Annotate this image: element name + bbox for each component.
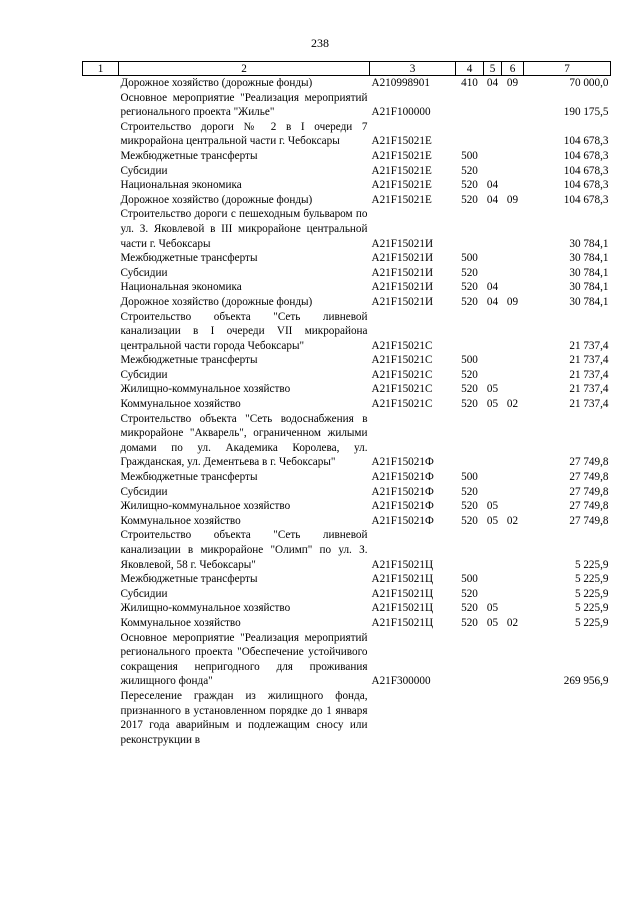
expense-type-cell — [456, 412, 484, 470]
row-number-cell — [83, 76, 119, 91]
header-cell-2: 2 — [119, 62, 370, 76]
expense-type-cell: 520 — [461, 164, 478, 177]
table-row — [83, 601, 611, 616]
amount-cell: 190 175,5 — [563, 106, 609, 119]
table-row — [83, 266, 611, 281]
target-article-code-cell: А21F15021Ф — [371, 471, 434, 484]
item-name-cell: Межбюджетные трансферты — [120, 252, 258, 265]
subsection-cell — [502, 499, 524, 514]
target-article-code-cell: А21F15021Ф — [371, 514, 434, 527]
section-cell: 05 — [486, 383, 499, 396]
table-row — [83, 572, 611, 587]
expense-type-cell: 500 — [461, 149, 478, 162]
item-name-cell: Жилищно-коммунальное хозяйство — [120, 383, 291, 396]
subsection-cell — [502, 310, 524, 354]
section-cell — [484, 266, 502, 281]
target-article-code-cell: А21F15021Ф — [371, 485, 434, 498]
table-row — [83, 689, 611, 747]
amount-cell: 104 678,3 — [563, 193, 609, 206]
expense-type-cell — [456, 631, 484, 689]
section-cell — [484, 149, 502, 164]
table-row — [83, 470, 611, 485]
subsection-cell: 02 — [506, 616, 519, 629]
amount-cell: 30 784,1 — [569, 281, 609, 294]
subsection-cell — [502, 280, 524, 295]
item-name-cell: Национальная экономика — [120, 179, 242, 192]
item-name-cell: Национальная экономика — [120, 281, 242, 294]
expense-type-cell — [456, 207, 484, 251]
amount-cell: 21 737,4 — [569, 368, 609, 381]
subsection-cell — [502, 368, 524, 383]
expense-type-cell — [456, 310, 484, 354]
table-row — [83, 368, 611, 383]
target-article-code-cell: А21F15021И — [371, 295, 434, 308]
expense-type-cell — [456, 528, 484, 572]
amount-cell: 21 737,4 — [569, 339, 609, 352]
item-name-cell: Дорожное хозяйство (дорожные фонды) — [120, 193, 313, 206]
row-number-cell — [83, 251, 119, 266]
expense-type-cell: 520 — [461, 398, 478, 411]
target-article-code-cell: А21F15021Е — [371, 164, 432, 177]
table-row — [83, 91, 611, 120]
table-row — [83, 616, 611, 631]
section-cell: 04 — [486, 77, 499, 89]
subsection-cell — [502, 120, 524, 149]
item-name-cell: Субсидии — [120, 266, 168, 279]
table-row — [83, 310, 611, 354]
row-number-cell — [83, 689, 119, 747]
target-article-code-cell: А21F100000 — [371, 106, 431, 119]
section-cell: 05 — [486, 514, 499, 527]
target-article-code-cell: А21F15021И — [371, 281, 434, 294]
item-name-cell: Жилищно-коммунальное хозяйство — [120, 500, 291, 513]
item-name-cell: Коммунальное хозяйство — [120, 616, 241, 629]
table-row — [83, 353, 611, 368]
table-row — [83, 149, 611, 164]
item-name-cell: Основное мероприятие "Реализация мероприятий регионального проекта "Жилье" — [120, 91, 368, 119]
section-cell — [484, 368, 502, 383]
subsection-cell — [502, 353, 524, 368]
section-cell — [484, 528, 502, 572]
expense-type-cell: 410 — [461, 77, 478, 89]
item-name-cell: Строительство дороги № 2 в I очереди 7 микрорайона центральной части г. Чебоксары — [120, 120, 368, 148]
subsection-cell — [502, 631, 524, 689]
expense-type-cell: 520 — [461, 514, 478, 527]
row-number-cell — [83, 470, 119, 485]
section-cell — [484, 207, 502, 251]
item-name-cell: Строительство объекта "Сеть водоснабжения в микрорайоне "Акварель", ограниченном жилыми домами по ул. Академика Королева, ул. Гражданская, ул. Дементьева в г. Чебоксары" — [120, 412, 368, 469]
target-article-code-cell: А21F15021С — [371, 368, 433, 381]
row-number-cell — [83, 310, 119, 354]
amount-cell: 30 784,1 — [569, 237, 609, 250]
subsection-cell — [502, 207, 524, 251]
expense-type-cell: 520 — [461, 281, 478, 294]
amount-cell: 104 678,3 — [563, 135, 609, 148]
amount-cell: 27 749,8 — [569, 514, 609, 527]
item-name-cell: Межбюджетные трансферты — [120, 149, 258, 162]
target-article-code-cell: А21F15021Ц — [371, 558, 434, 571]
amount-cell: 5 225,9 — [574, 616, 609, 629]
amount-cell: 5 225,9 — [574, 587, 609, 600]
row-number-cell — [83, 266, 119, 281]
target-article-code-cell: А21F15021Ц — [371, 573, 434, 586]
amount-cell: 104 678,3 — [563, 149, 609, 162]
subsection-cell — [502, 485, 524, 500]
amount-cell: 27 749,8 — [569, 456, 609, 469]
section-cell — [484, 251, 502, 266]
header-cell-6: 6 — [502, 62, 524, 76]
target-article-code-cell: А21F15021С — [371, 398, 433, 411]
table-row — [83, 251, 611, 266]
target-article-code-cell: А21F15021И — [371, 237, 434, 250]
item-name-cell: Строительство объекта "Сеть ливневой канализации в I очереди VII микрорайона центральной части города Чебоксары" — [120, 310, 368, 352]
target-article-code-cell: А21F15021Е — [371, 135, 432, 148]
row-number-cell — [83, 514, 119, 529]
amount-cell: 21 737,4 — [569, 383, 609, 396]
row-number-cell — [83, 397, 119, 412]
expense-type-cell: 500 — [461, 354, 478, 367]
table-row — [83, 280, 611, 295]
section-cell: 04 — [486, 179, 499, 192]
budget-table — [82, 61, 611, 747]
subsection-cell: 02 — [506, 398, 519, 411]
section-cell: 05 — [486, 616, 499, 629]
item-name-cell: Субсидии — [120, 587, 168, 600]
expense-type-cell — [456, 689, 484, 747]
row-number-cell — [83, 412, 119, 470]
section-cell — [484, 310, 502, 354]
table-row — [83, 514, 611, 529]
subsection-cell — [502, 412, 524, 470]
row-number-cell — [83, 164, 119, 179]
subsection-cell — [502, 178, 524, 193]
section-cell — [484, 164, 502, 179]
amount-cell: 30 784,1 — [569, 295, 609, 308]
expense-type-cell: 520 — [461, 616, 478, 629]
expense-type-cell: 520 — [461, 602, 478, 615]
target-article-code-cell: А21F15021Ц — [371, 602, 434, 615]
amount-cell: 27 749,8 — [569, 500, 609, 513]
amount-cell: 30 784,1 — [569, 252, 609, 265]
amount-cell: 30 784,1 — [569, 266, 609, 279]
row-number-cell — [83, 280, 119, 295]
table-row — [83, 178, 611, 193]
target-article-code-cell: А21F15021Ф — [371, 456, 434, 469]
subsection-cell: 02 — [506, 514, 519, 527]
section-cell: 05 — [486, 398, 499, 411]
row-number-cell — [83, 631, 119, 689]
target-article-code-cell: А21F15021Ф — [371, 500, 434, 513]
section-cell — [484, 120, 502, 149]
target-article-code-cell: А210998901 — [371, 77, 430, 89]
item-name-cell: Основное мероприятие "Реализация мероприятий регионального проекта "Обеспечение устойчивого сокращения непригодного для проживания жилищного фонда" — [120, 631, 368, 688]
row-number-cell — [83, 353, 119, 368]
subsection-cell: 09 — [506, 193, 519, 206]
section-cell — [484, 631, 502, 689]
subsection-cell — [502, 528, 524, 572]
item-name-cell: Коммунальное хозяйство — [120, 514, 241, 527]
section-cell: 04 — [486, 193, 499, 206]
expense-type-cell — [456, 91, 484, 120]
row-number-cell — [83, 601, 119, 616]
subsection-cell — [502, 587, 524, 602]
row-number-cell — [83, 499, 119, 514]
section-cell — [484, 572, 502, 587]
amount-cell: 21 737,4 — [569, 398, 609, 411]
table-row — [83, 528, 611, 572]
table-row — [83, 120, 611, 149]
target-article-code-cell: А21F15021И — [371, 266, 434, 279]
target-article-code-cell: А21F15021Ц — [371, 616, 434, 629]
section-cell: 04 — [486, 281, 499, 294]
expense-type-cell: 520 — [461, 587, 478, 600]
table-row — [83, 631, 611, 689]
amount-cell: 104 678,3 — [563, 164, 609, 177]
item-name-cell: Межбюджетные трансферты — [120, 471, 258, 484]
expense-type-cell — [456, 120, 484, 149]
row-number-cell — [83, 587, 119, 602]
table-row — [83, 382, 611, 397]
subsection-cell — [502, 164, 524, 179]
table-row — [83, 587, 611, 602]
section-cell — [484, 91, 502, 120]
amount-cell: 104 678,3 — [563, 179, 609, 192]
amount-cell: 269 956,9 — [563, 675, 609, 688]
section-cell: 05 — [486, 602, 499, 615]
header-cell-4: 4 — [456, 62, 484, 76]
subsection-cell — [502, 572, 524, 587]
amount-cell: 27 749,8 — [569, 485, 609, 498]
row-number-cell — [83, 368, 119, 383]
table-row — [83, 412, 611, 470]
section-cell — [484, 412, 502, 470]
section-cell — [484, 587, 502, 602]
expense-type-cell: 500 — [461, 252, 478, 265]
row-number-cell — [83, 91, 119, 120]
subsection-cell — [502, 149, 524, 164]
amount-cell: 21 737,4 — [569, 354, 609, 367]
item-name-cell: Межбюджетные трансферты — [120, 354, 258, 367]
table-row — [83, 485, 611, 500]
table-row — [83, 207, 611, 251]
row-number-cell — [83, 528, 119, 572]
amount-cell: 5 225,9 — [574, 602, 609, 615]
header-cell-5: 5 — [484, 62, 502, 76]
target-article-code-cell: А21F15021Е — [371, 149, 432, 162]
target-article-code-cell — [370, 689, 456, 747]
page-number: 238 — [311, 36, 329, 50]
item-name-cell: Субсидии — [120, 368, 168, 381]
row-number-cell — [83, 616, 119, 631]
item-name-cell: Строительство объекта "Сеть ливневой канализации в микрорайоне "Олимп" по ул. З. Яковлевой, 58 г. Чебоксары" — [120, 529, 368, 571]
item-name-cell: Субсидии — [120, 485, 168, 498]
expense-type-cell: 520 — [461, 193, 478, 206]
target-article-code-cell: А21F15021Е — [371, 193, 432, 206]
target-article-code-cell: А21F15021И — [371, 252, 434, 265]
section-cell — [484, 470, 502, 485]
item-name-cell: Дорожное хозяйство (дорожные фонды) — [120, 295, 313, 308]
target-article-code-cell: А21F15021С — [371, 339, 433, 352]
subsection-cell — [502, 251, 524, 266]
expense-type-cell: 520 — [461, 368, 478, 381]
expense-type-cell: 520 — [461, 383, 478, 396]
item-name-cell: Дорожное хозяйство (дорожные фонды) — [120, 77, 313, 89]
amount-cell — [524, 689, 611, 747]
table-row — [83, 193, 611, 208]
section-cell: 05 — [486, 500, 499, 513]
header-cell-3: 3 — [370, 62, 456, 76]
row-number-cell — [83, 572, 119, 587]
row-number-cell — [83, 382, 119, 397]
subsection-cell — [502, 601, 524, 616]
subsection-cell: 09 — [506, 295, 519, 308]
target-article-code-cell: А21F15021С — [371, 383, 433, 396]
target-article-code-cell: А21F15021Е — [371, 179, 432, 192]
subsection-cell — [502, 266, 524, 281]
expense-type-cell: 520 — [461, 179, 478, 192]
subsection-cell — [502, 382, 524, 397]
section-cell: 04 — [486, 295, 499, 308]
table-row — [83, 295, 611, 310]
section-cell — [484, 689, 502, 747]
subsection-cell — [502, 470, 524, 485]
expense-type-cell: 520 — [461, 295, 478, 308]
row-number-cell — [83, 485, 119, 500]
item-name-cell: Строительство дороги с пешеходным бульваром по ул. З. Яковлевой в III микрорайоне центральной части г. Чебоксары — [120, 208, 368, 250]
expense-type-cell: 520 — [461, 485, 478, 498]
header-cell-7: 7 — [524, 62, 611, 76]
row-number-cell — [83, 149, 119, 164]
section-cell — [484, 353, 502, 368]
subsection-cell — [502, 91, 524, 120]
row-number-cell — [83, 120, 119, 149]
header-cell-1: 1 — [83, 62, 119, 76]
row-number-cell — [83, 193, 119, 208]
target-article-code-cell: А21F300000 — [371, 675, 431, 688]
row-number-cell — [83, 207, 119, 251]
expense-type-cell: 500 — [461, 573, 478, 586]
expense-type-cell: 520 — [461, 500, 478, 513]
item-name-cell: Межбюджетные трансферты — [120, 573, 258, 586]
expense-type-cell: 520 — [461, 266, 478, 279]
amount-cell: 5 225,9 — [574, 573, 609, 586]
table-row — [83, 499, 611, 514]
target-article-code-cell: А21F15021Ц — [371, 587, 434, 600]
expense-type-cell: 500 — [461, 471, 478, 484]
item-name-cell: Коммунальное хозяйство — [120, 398, 241, 411]
subsection-cell — [502, 689, 524, 747]
table-row — [83, 397, 611, 412]
row-number-cell — [83, 295, 119, 310]
row-number-cell — [83, 178, 119, 193]
subsection-cell: 09 — [506, 77, 519, 89]
header-row — [83, 62, 611, 76]
section-cell — [484, 485, 502, 500]
table-row — [83, 76, 611, 91]
item-name-cell: Жилищно-коммунальное хозяйство — [120, 602, 291, 615]
item-name-cell: Переселение граждан из жилищного фонда, признанного в установленном порядке до 1 января 2017 года аварийным и подлежащим сносу или реконструкции в — [120, 689, 368, 746]
table-header — [83, 62, 611, 76]
amount-cell: 5 225,9 — [574, 558, 609, 571]
table-body — [83, 76, 611, 748]
amount-cell: 70 000,0 — [569, 77, 609, 89]
amount-cell: 27 749,8 — [569, 471, 609, 484]
target-article-code-cell: А21F15021С — [371, 354, 433, 367]
table-row — [83, 164, 611, 179]
item-name-cell: Субсидии — [120, 164, 168, 177]
